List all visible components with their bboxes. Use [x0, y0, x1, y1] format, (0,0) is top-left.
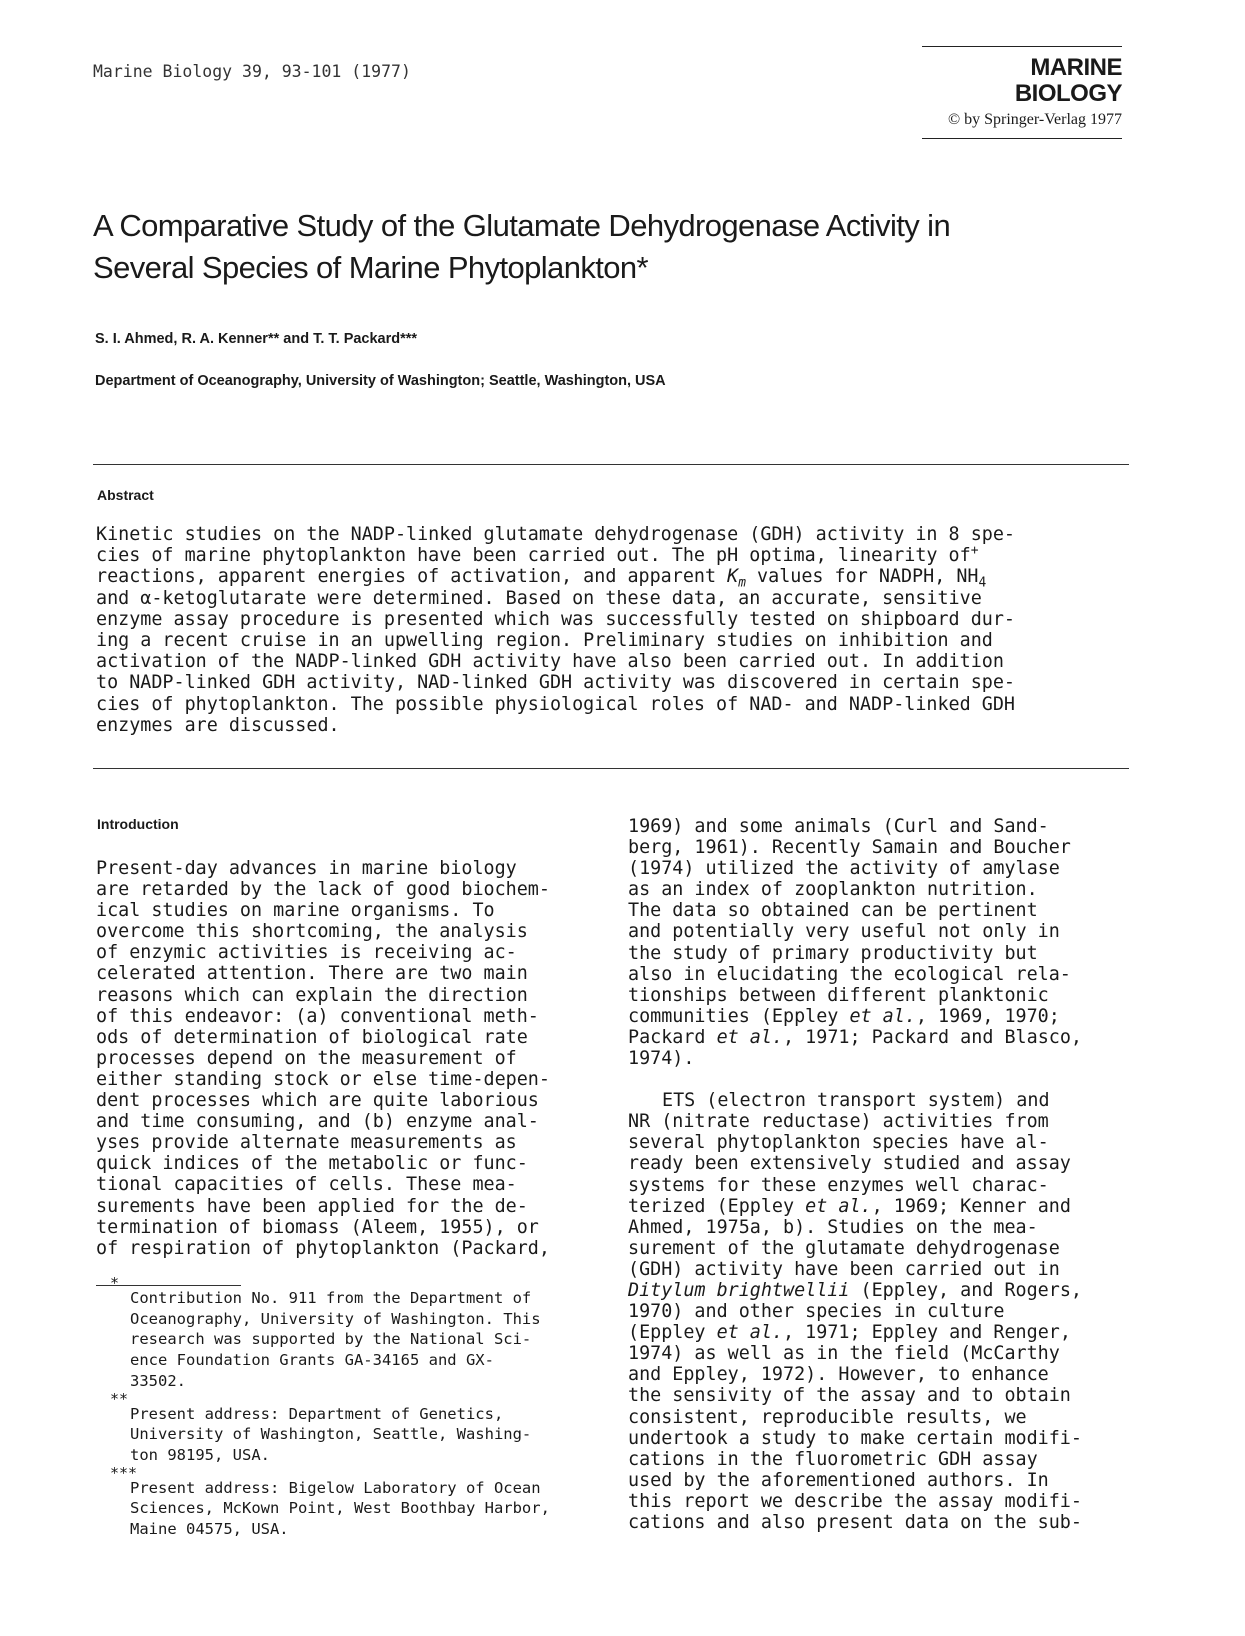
introduction-left-column	[96, 858, 550, 1259]
text-line: processes depend on the measurement of	[96, 1047, 517, 1069]
footnote-line: University of Washington, Seattle, Washing-	[130, 1425, 532, 1444]
footnote-line: 33502.	[130, 1371, 186, 1390]
abstract-body	[96, 524, 1136, 736]
abstract-line: Kinetic studies on the NADP-linked glutamate dehydrogenase (GDH) activity in 8 spe-	[96, 524, 1015, 545]
text-line: Packard et al., 1971; Packard and Blasco,	[628, 1026, 1082, 1048]
journal-name: MARINE BIOLOGY	[1014, 54, 1122, 108]
abstract-line: activation of the NADP-linked GDH activity have also been carried out. In addition	[96, 651, 1004, 673]
text-line: communities (Eppley et al., 1969, 1970;	[628, 1005, 1060, 1027]
journal-citation: Marine Biology 39, 93-101 (1977)	[93, 62, 411, 81]
publisher-copyright: © by Springer-Verlag 1977	[947, 110, 1122, 128]
text-line: 1974).	[628, 1048, 695, 1070]
text-line: celerated attention. There are two main	[96, 963, 528, 985]
text-line: and Eppley, 1972). However, to enhance	[628, 1364, 1049, 1386]
abstract-line: cies of marine phytoplankton have been carried out. The pH optima, linearity of+	[96, 543, 979, 567]
footnote-line: Present address: Department of Genetics,	[130, 1404, 504, 1423]
text-line: (Eppley et al., 1971; Eppley and Renger,	[628, 1322, 1071, 1344]
abstract-bottom-rule	[93, 768, 1129, 769]
text-line: Present-day advances in marine biology	[96, 858, 517, 879]
footnote-line: Present address: Bigelow Laboratory of Ocean	[130, 1478, 541, 1497]
text-line: Ditylum brightwellii (Eppley, and Rogers,	[628, 1279, 1082, 1301]
text-line: (1974) utilized the activity of amylase	[628, 858, 1060, 880]
text-line: and potentially very useful not only in	[628, 921, 1060, 943]
author-list: S. I. Ahmed, R. A. Kenner** and T. T. Packard***	[95, 331, 418, 347]
text-line: dent processes which are quite laborious	[96, 1090, 539, 1112]
text-line: of this endeavor: (a) conventional meth-	[96, 1005, 539, 1027]
title-line-2: Several Species of Marine Phytoplankton*	[93, 250, 648, 285]
abstract-heading: Abstract	[97, 487, 154, 503]
text-line: systems for these enzymes well charac-	[628, 1174, 1049, 1196]
text-line: cations in the fluorometric GDH assay	[628, 1448, 1038, 1470]
paper-title	[93, 205, 1143, 289]
footnote-mark: ***	[110, 1463, 138, 1482]
text-line: reasons which can explain the direction	[96, 984, 528, 1006]
footnote-line: ence Foundation Grants GA-34165 and GX-	[130, 1351, 494, 1370]
text-line: ready been extensively studied and assay	[628, 1153, 1071, 1175]
text-line: overcome this shortcoming, the analysis	[96, 921, 528, 943]
text-line: as an index of zooplankton nutrition.	[628, 879, 1038, 901]
text-line: ical studies on marine organisms. To	[96, 900, 495, 922]
text-line: and time consuming, and (b) enzyme anal-	[96, 1111, 539, 1133]
text-line: 1974) as well as in the field (McCarthy	[628, 1343, 1060, 1365]
text-line: also in elucidating the ecological rela-	[628, 963, 1071, 985]
footnotes	[96, 1276, 550, 1540]
introduction-heading: Introduction	[97, 816, 179, 832]
footnote-line: Sciences, McKown Point, West Boothbay Harbor,	[130, 1499, 550, 1518]
text-line: cations and also present data on the sub-	[628, 1512, 1082, 1533]
text-line: (GDH) activity have been carried out in	[628, 1258, 1060, 1280]
abstract-line: enzyme assay procedure is presented which was successfully tested on shipboard dur-	[96, 608, 1015, 630]
text-line: either standing stock or else time-depen-	[96, 1068, 550, 1090]
text-line: tionships between different planktonic	[628, 984, 1049, 1006]
text-line: termination of biomass (Aleem, 1955), or	[96, 1216, 539, 1238]
text-line: of enzymic activities is receiving ac-	[96, 942, 517, 964]
text-line: 1969) and some animals (Curl and Sand-	[628, 816, 1049, 837]
text-line: used by the aforementioned authors. In	[628, 1469, 1049, 1491]
footnote-mark: *	[110, 1274, 120, 1292]
abstract-line: enzymes are discussed.	[96, 714, 340, 736]
text-line: 1970) and other species in culture	[628, 1301, 1005, 1323]
text-line: the study of primary productivity but	[628, 942, 1038, 964]
text-line: of respiration of phytoplankton (Packard,	[96, 1237, 550, 1259]
text-line: undertook a study to make certain modifi-	[628, 1427, 1082, 1449]
text-line: surement of the glutamate dehydrogenase	[628, 1237, 1060, 1259]
abstract-line: and α-ketoglutarate were determined. Based on these data, an accurate, sensitive	[96, 587, 982, 609]
text-line: quick indices of the metabolic or func-	[96, 1153, 528, 1175]
text-line: yses provide alternate measurements as	[96, 1132, 517, 1154]
paragraph-gap	[628, 1069, 1082, 1090]
abstract-line: ing a recent cruise in an upwelling region. Preliminary studies on inhibition and	[96, 630, 993, 652]
text-line: The data so obtained can be pertinent	[628, 900, 1038, 922]
text-line: tional capacities of cells. These mea-	[96, 1174, 517, 1196]
abstract-line: cies of phytoplankton. The possible physiological roles of NAD- and NADP-linked GDH	[96, 693, 1015, 715]
text-line: ods of determination of biological rate	[96, 1026, 528, 1048]
title-line-1: A Comparative Study of the Glutamate Dehydrogenase Activity in	[93, 208, 951, 243]
abstract-line: to NADP-linked GDH activity, NAD-linked GDH activity was discovered in certain spe-	[96, 672, 1015, 694]
text-line: NR (nitrate reductase) activities from	[628, 1111, 1049, 1133]
text-line: consistent, reproducible results, we	[628, 1406, 1027, 1428]
text-line: berg, 1961). Recently Samain and Boucher	[628, 837, 1071, 859]
author-affiliation: Department of Oceanography, University of Washington; Seattle, Washington, USA	[95, 373, 666, 389]
journal-masthead	[922, 46, 1122, 139]
text-line: this report we describe the assay modifi-	[628, 1490, 1082, 1512]
footnote-line: ton 98195, USA.	[130, 1445, 270, 1464]
introduction-right-column	[628, 816, 1082, 1533]
footnote-line: research was supported by the National Sci-	[130, 1330, 532, 1349]
abstract-top-rule	[93, 464, 1129, 465]
footnote-line: Oceanography, University of Washington. This	[130, 1309, 541, 1328]
text-line: several phytoplankton species have al-	[628, 1132, 1049, 1154]
text-line: surements have been applied for the de-	[96, 1195, 528, 1217]
footnote-line: Maine 04575, USA.	[130, 1520, 289, 1539]
text-line: are retarded by the lack of good biochem-	[96, 879, 550, 901]
abstract-line: reactions, apparent energies of activation, and apparent $K_m$ values for NADPH, $NH_4$	[96, 566, 987, 592]
text-line: Ahmed, 1975a, b). Studies on the mea-	[628, 1216, 1038, 1238]
footnote-mark: **	[110, 1389, 129, 1408]
text-line: the sensivity of the assay and to obtain	[628, 1385, 1071, 1407]
footnote-line: Contribution No. 911 from the Department of	[130, 1289, 532, 1307]
text-line: ETS (electron transport system) and	[662, 1090, 1050, 1112]
text-line: terized (Eppley et al., 1969; Kenner and	[628, 1195, 1071, 1217]
